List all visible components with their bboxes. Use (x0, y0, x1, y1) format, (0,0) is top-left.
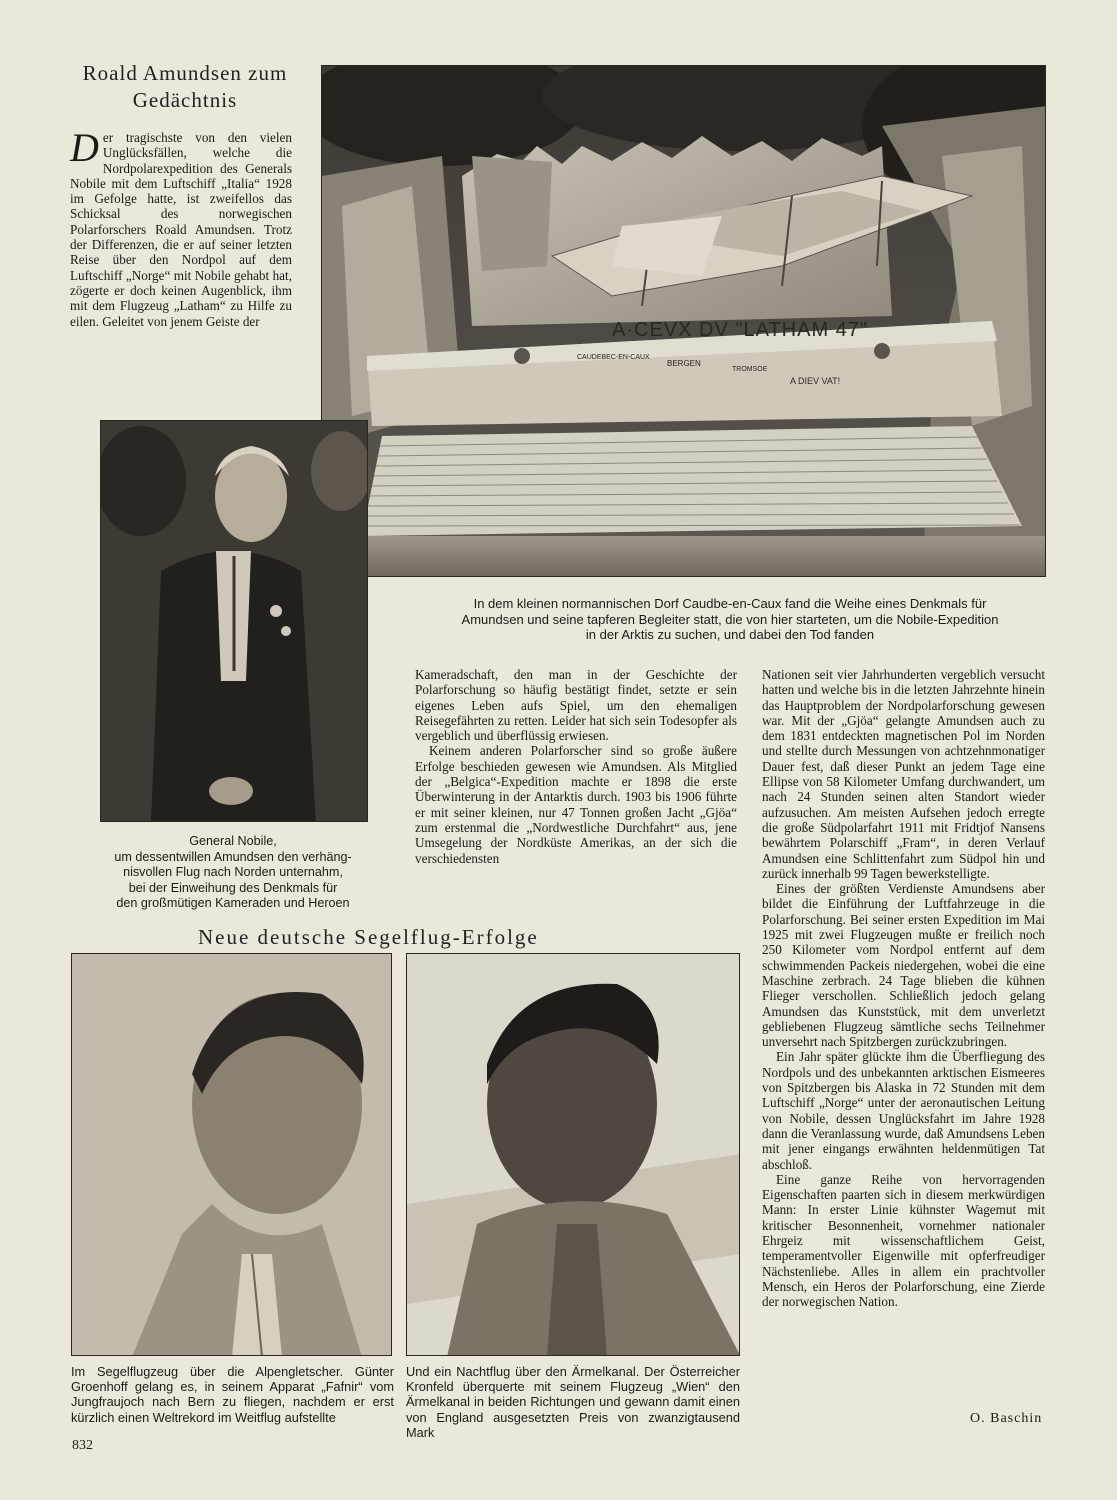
monument-illustration (322, 66, 1046, 577)
kronfeld-photo (406, 953, 740, 1356)
monument-caption (380, 596, 1080, 643)
author-signature: O. Baschin (970, 1411, 1043, 1426)
article-col3-paragraph-2: Eines der größten Verdienste Amundsens aber bildet die Einführung der Luftfahrzeuge in die Polarforschung. Bei seiner ersten Expedition im Mai 1925 mit zwei Flugzeugen mußte er freilich noch 250 Kilometer vom Nordpol entfernt auf dem schwimmenden Packeis niedergehen, wobei die eine Maschine zerbrach. 24 Tage blieben die kühnen Flieger verschollen. Schließlich jedoch gelang Amundsen das Kunststück, mit dem unverletzt gebliebenen Flugzeug sämtliche sechs Teilnehmer unversehrt nach Spitzbergen zurückzubringen. (762, 881, 1045, 1050)
groenhoff-portrait (72, 954, 392, 1356)
monument-caption-line3: in der Arktis zu suchen, und dabei den Tod fanden (585, 627, 875, 642)
article-col3-paragraph-3: Ein Jahr später glückte ihm die Überfliegung des Nordpols und des unbekannten arktischen Eismeeres von Spitzbergen bis Alaska in 72 Stunden mit dem Luftschiff „Norge“ unter der aeronautischen Leitung von Nobile, dessen Unglücksfahrt im Jahre 1928 dann die Veranlassung wurde, daß Amundsens Leben mit jener eingangs erwähnten heldenmütigen Tat abschloß. (762, 1049, 1045, 1172)
article-col3-paragraph-1: Nationen seit vier Jahrhunderten vergeblich versucht hatten und welche bis in die letzten Jahrzehnte hinein das Hauptproblem der Nordpolarforschung gewesen war. Mit der „Gjöa“ gelangte Amundsen auch zu dem 1831 entdeckten magnetischen Pol im Norden und stellte durch Messungen von achtzehnmonatiger Dauer fest, daß dieser Punkt an jedem Tage eine Ellipse von 58 Kilometer Umfang durchwandert, um nach 24 Stunden seinen alten Standort wieder aufzusuchen. Am meisten Aufsehen jedoch erregte die große Südpolarfahrt 1911 mit Fridtjof Nansens bewährtem Polarschiff „Fram“, in deren Verlauf Amundsen eine Schlittenfahrt zum Südpol hin und zurück innerhalb 99 Tagen bewerkstelligte. (762, 667, 1045, 881)
article-column-2 (415, 667, 737, 866)
nobile-photo (100, 420, 368, 822)
monument-place3: TROMSOE (732, 366, 768, 373)
article-title-line1: Roald Amundsen zum (82, 61, 288, 85)
article-column-1 (70, 125, 292, 329)
monument-adieu: A DIEV VAT! (790, 376, 841, 386)
nobile-caption-line1: General Nobile, (189, 834, 277, 848)
groenhoff-photo (71, 953, 392, 1356)
nobile-caption-line3: nisvollen Flug nach Norden unternahm, (123, 865, 343, 879)
article-title (60, 60, 310, 114)
nobile-caption-line5: den großmütigen Kameraden und Heroen (116, 896, 350, 910)
nobile-caption-line4: bei der Einweihung des Denkmals für (128, 880, 338, 895)
article-intro-text: er tragischste von den vielen Unglücksfällen, welche die Nordpolarexpedition des Generals Nobile mit dem Luftschiff „Italia“ 1928 im Gefolge hatte, ist zweifellos das Schicksal des norwegischen Polarforschers Roald Amundsen. Trotz der Differenzen, die er auf seiner letzten Reise über den Nordpol auf dem Luftschiff „Norge“ mit Nobile gehabt hat, zögerte er doch keinen Augenblick, ihm mit dem Flugzeug „Latham“ zu Hilfe zu eilen. Geleitet von jenem Geiste der (70, 130, 292, 329)
nobile-caption (88, 834, 378, 912)
article-column-3 (762, 667, 1045, 1309)
monument-caption-line1: In dem kleinen normannischen Dorf Caudbe-en-Caux fand die Weihe eines Denkmals für (473, 596, 987, 611)
monument-place1: CAUDEBEC-EN-CAUX (577, 354, 650, 361)
monument-inscription: A·CEVX DV "LATHAM 47" (612, 319, 868, 341)
dropcap: D (70, 125, 99, 170)
monument-photo (321, 65, 1046, 577)
segelflug-headline: Neue deutsche Segelflug-Erfolge (198, 925, 539, 949)
nobile-caption-line2: um dessentwillen Amundsen den verhäng- (114, 849, 352, 864)
nobile-portrait (101, 421, 368, 822)
groenhoff-caption: Im Segelflugzeug über die Alpengletscher. Günter Groenhoff gelang es, in seinem Apparat „Fafnir“ vom Jungfraujoch nach Bern zu fliegen, nachdem er erst kürzlich einen Weltrekord im Weitflug aufstellte (71, 1364, 394, 1425)
article-col2-paragraph-1: Kameradschaft, den man in der Geschichte der Polarforschung so häufig bestätigt findet, setzte er sein eigenes Leben aufs Spiel, um den ehemaligen Reisegefährten zu retten. Leider hat sich sein Todesopfer als vergeblich und überflüssig erwiesen. (415, 667, 737, 744)
monument-place2: BERGEN (667, 359, 701, 368)
monument-caption-line2: Amundsen und seine tapferen Begleiter statt, die von hier starteten, um die Nobile-Expedition (461, 611, 999, 627)
kronfeld-caption: Und ein Nachtflug über den Ärmelkanal. Der Österreicher Kronfeld überquerte mit seinem Flugzeug „Wien“ den Ärmelkanal in beiden Richtungen und gewann damit einen von England ausgesetzten Preis von zwanzigtausend Mark (406, 1364, 740, 1440)
page-number: 832 (72, 1438, 93, 1453)
article-col3-paragraph-4: Eine ganze Reihe von hervorragenden Eigenschaften paarten sich in diesem merkwürdigen Mann: In erster Linie kühnster Wagemut mit kritischer Besonnenheit, vornehmer nationaler Ehrgeiz mit wissenschaftlichem Geist, temperamentvoller Eigenwille mit opferfreudiger Nächstenliebe. Alles in allem ein prachtvoller Mensch, ein Heros der Polarforschung, eine Zierde der norwegischen Nation. (762, 1171, 1045, 1310)
article-title-line2: Gedächtnis (132, 88, 238, 112)
article-col2-paragraph-2: Keinem anderen Polarforscher sind so große äußere Erfolge beschieden gewesen wie Amundsen. Als Mitglied der „Belgica“-Expedition machte er 1898 die erste Überwinterung in der Antarktis durch. 1903 bis 1906 führte er mit seiner kleinen, nur 47 Tonnen großen Jacht „Gjöa“ zum erstenmal die „Nordwestliche Durchfahrt“ aus, jene Umsegelung der Nordküste Amerikas, an der sich die verschiedensten (415, 743, 737, 866)
kronfeld-portrait (407, 954, 740, 1356)
